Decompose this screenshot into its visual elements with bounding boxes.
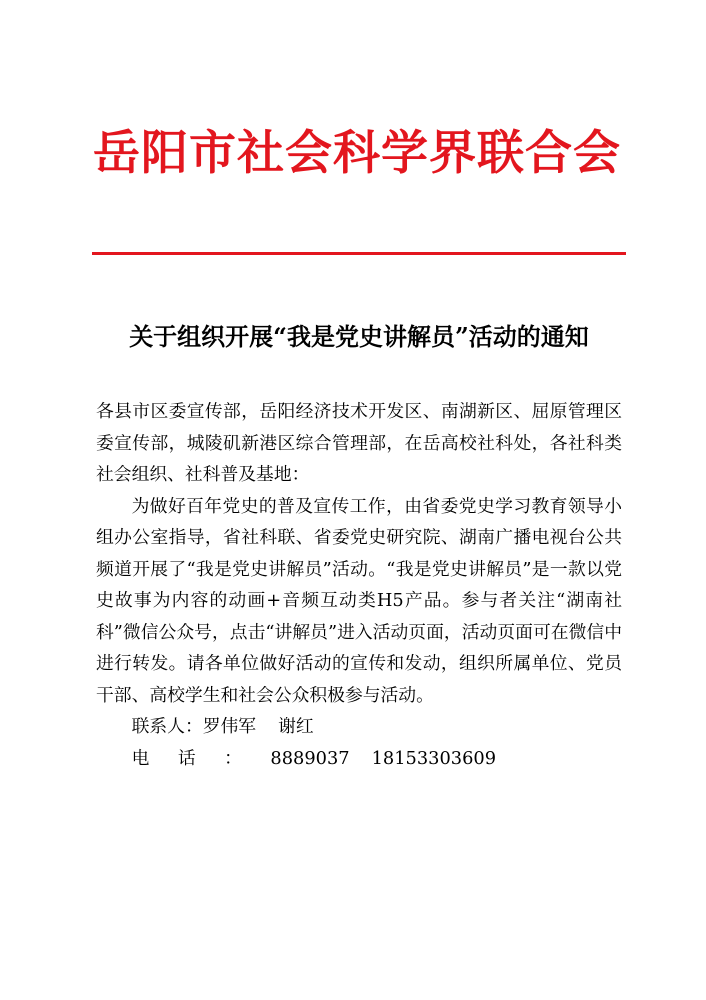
red-divider (92, 252, 626, 255)
phone-line (96, 743, 622, 775)
notice-body (96, 396, 622, 774)
contact-person-1: 罗伟军 (202, 716, 257, 737)
notice-title: 关于组织开展“我是党史讲解员”活动的通知 (129, 322, 589, 351)
contact-line (96, 711, 622, 743)
main-paragraph: 为做好百年党史的普及宣传工作，由省委党史学习教育领导小组办公室指导，省社科联、省委党史研究院、湖南广播电视台公共频道开展了“我是党史讲解员”活动。“我是党史讲解员”是一款以党史故事为内容的动画+音频互动类H5产品。参与者关注“湖南社科”微信公众号，点击“讲解员”进入活动页面，活动页面可在微信中进行转发。请各单位做好活动的宣传和发动，组织所属单位、党员干部、高校学生和社会公众积极参与活动。 (96, 495, 622, 706)
recipients-paragraph: 各县市区委宣传部，岳阳经济技术开发区、南湖新区、屈原管理区委宣传部，城陵矶新港区综合管理部，在岳高校社科处，各社科类社会组织、社科普及基地： (96, 401, 622, 485)
org-letterhead: 岳阳市社会科学界联合会 (93, 126, 621, 181)
phone-number-1: 8889037 (270, 747, 350, 769)
contact-person-2: 谢红 (278, 716, 314, 737)
phone-label: 电话： (131, 747, 271, 769)
contact-label: 联系人： (131, 716, 203, 737)
phone-number-2: 18153303609 (371, 747, 497, 769)
